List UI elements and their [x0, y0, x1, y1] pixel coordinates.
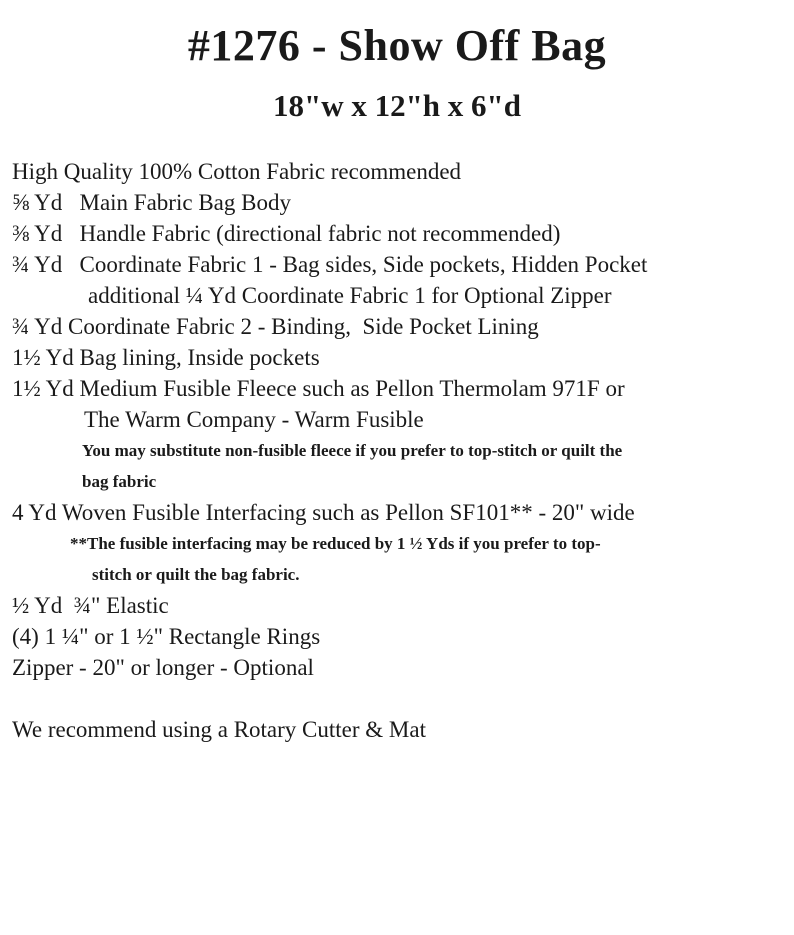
page-title: #1276 - Show Off Bag: [187, 21, 607, 70]
interfacing-note: **The fusible interfacing may be reduced by 1 ½ Yds if you prefer to top-: [70, 534, 601, 553]
bag-dimensions: 18"w x 12"h x 6"d: [273, 88, 521, 123]
interfacing-note-cont: stitch or quilt the bag fabric.: [92, 565, 300, 584]
supply-rectangle-rings: (4) 1 ¼" or 1 ½" Rectangle Rings: [12, 624, 321, 649]
supply-fusible-fleece: 1½ Yd Medium Fusible Fleece such as Pellon Thermolam 971F or: [12, 376, 625, 401]
supply-coordinate-fabric-1: ¾ Yd Coordinate Fabric 1 - Bag sides, Side pockets, Hidden Pocket: [12, 252, 648, 277]
supply-fusible-fleece-alt: The Warm Company - Warm Fusible: [84, 407, 424, 432]
supply-main-fabric: ⅝ Yd Main Fabric Bag Body: [12, 190, 291, 215]
fleece-substitution-note: You may substitute non-fusible fleece if you prefer to top-stitch or quilt the: [82, 441, 623, 460]
supply-handle-fabric: ⅜ Yd Handle Fabric (directional fabric not recommended): [12, 221, 561, 246]
fleece-substitution-note-cont: bag fabric: [82, 472, 157, 491]
supply-coordinate-fabric-1-zipper: additional ¼ Yd Coordinate Fabric 1 for Optional Zipper: [88, 283, 612, 308]
fabric-recommendation: High Quality 100% Cotton Fabric recommended: [12, 159, 462, 184]
spacer: [12, 683, 787, 714]
supply-list: [12, 156, 787, 745]
tool-recommendation: We recommend using a Rotary Cutter & Mat: [12, 717, 426, 742]
supply-interfacing: 4 Yd Woven Fusible Interfacing such as Pellon SF101** - 20" wide: [12, 500, 635, 525]
supply-bag-lining: 1½ Yd Bag lining, Inside pockets: [12, 345, 320, 370]
supply-elastic: ½ Yd ¾" Elastic: [12, 593, 169, 618]
supply-zipper: Zipper - 20" or longer - Optional: [12, 655, 314, 680]
supply-coordinate-fabric-2: ¾ Yd Coordinate Fabric 2 - Binding, Side Pocket Lining: [12, 314, 539, 339]
